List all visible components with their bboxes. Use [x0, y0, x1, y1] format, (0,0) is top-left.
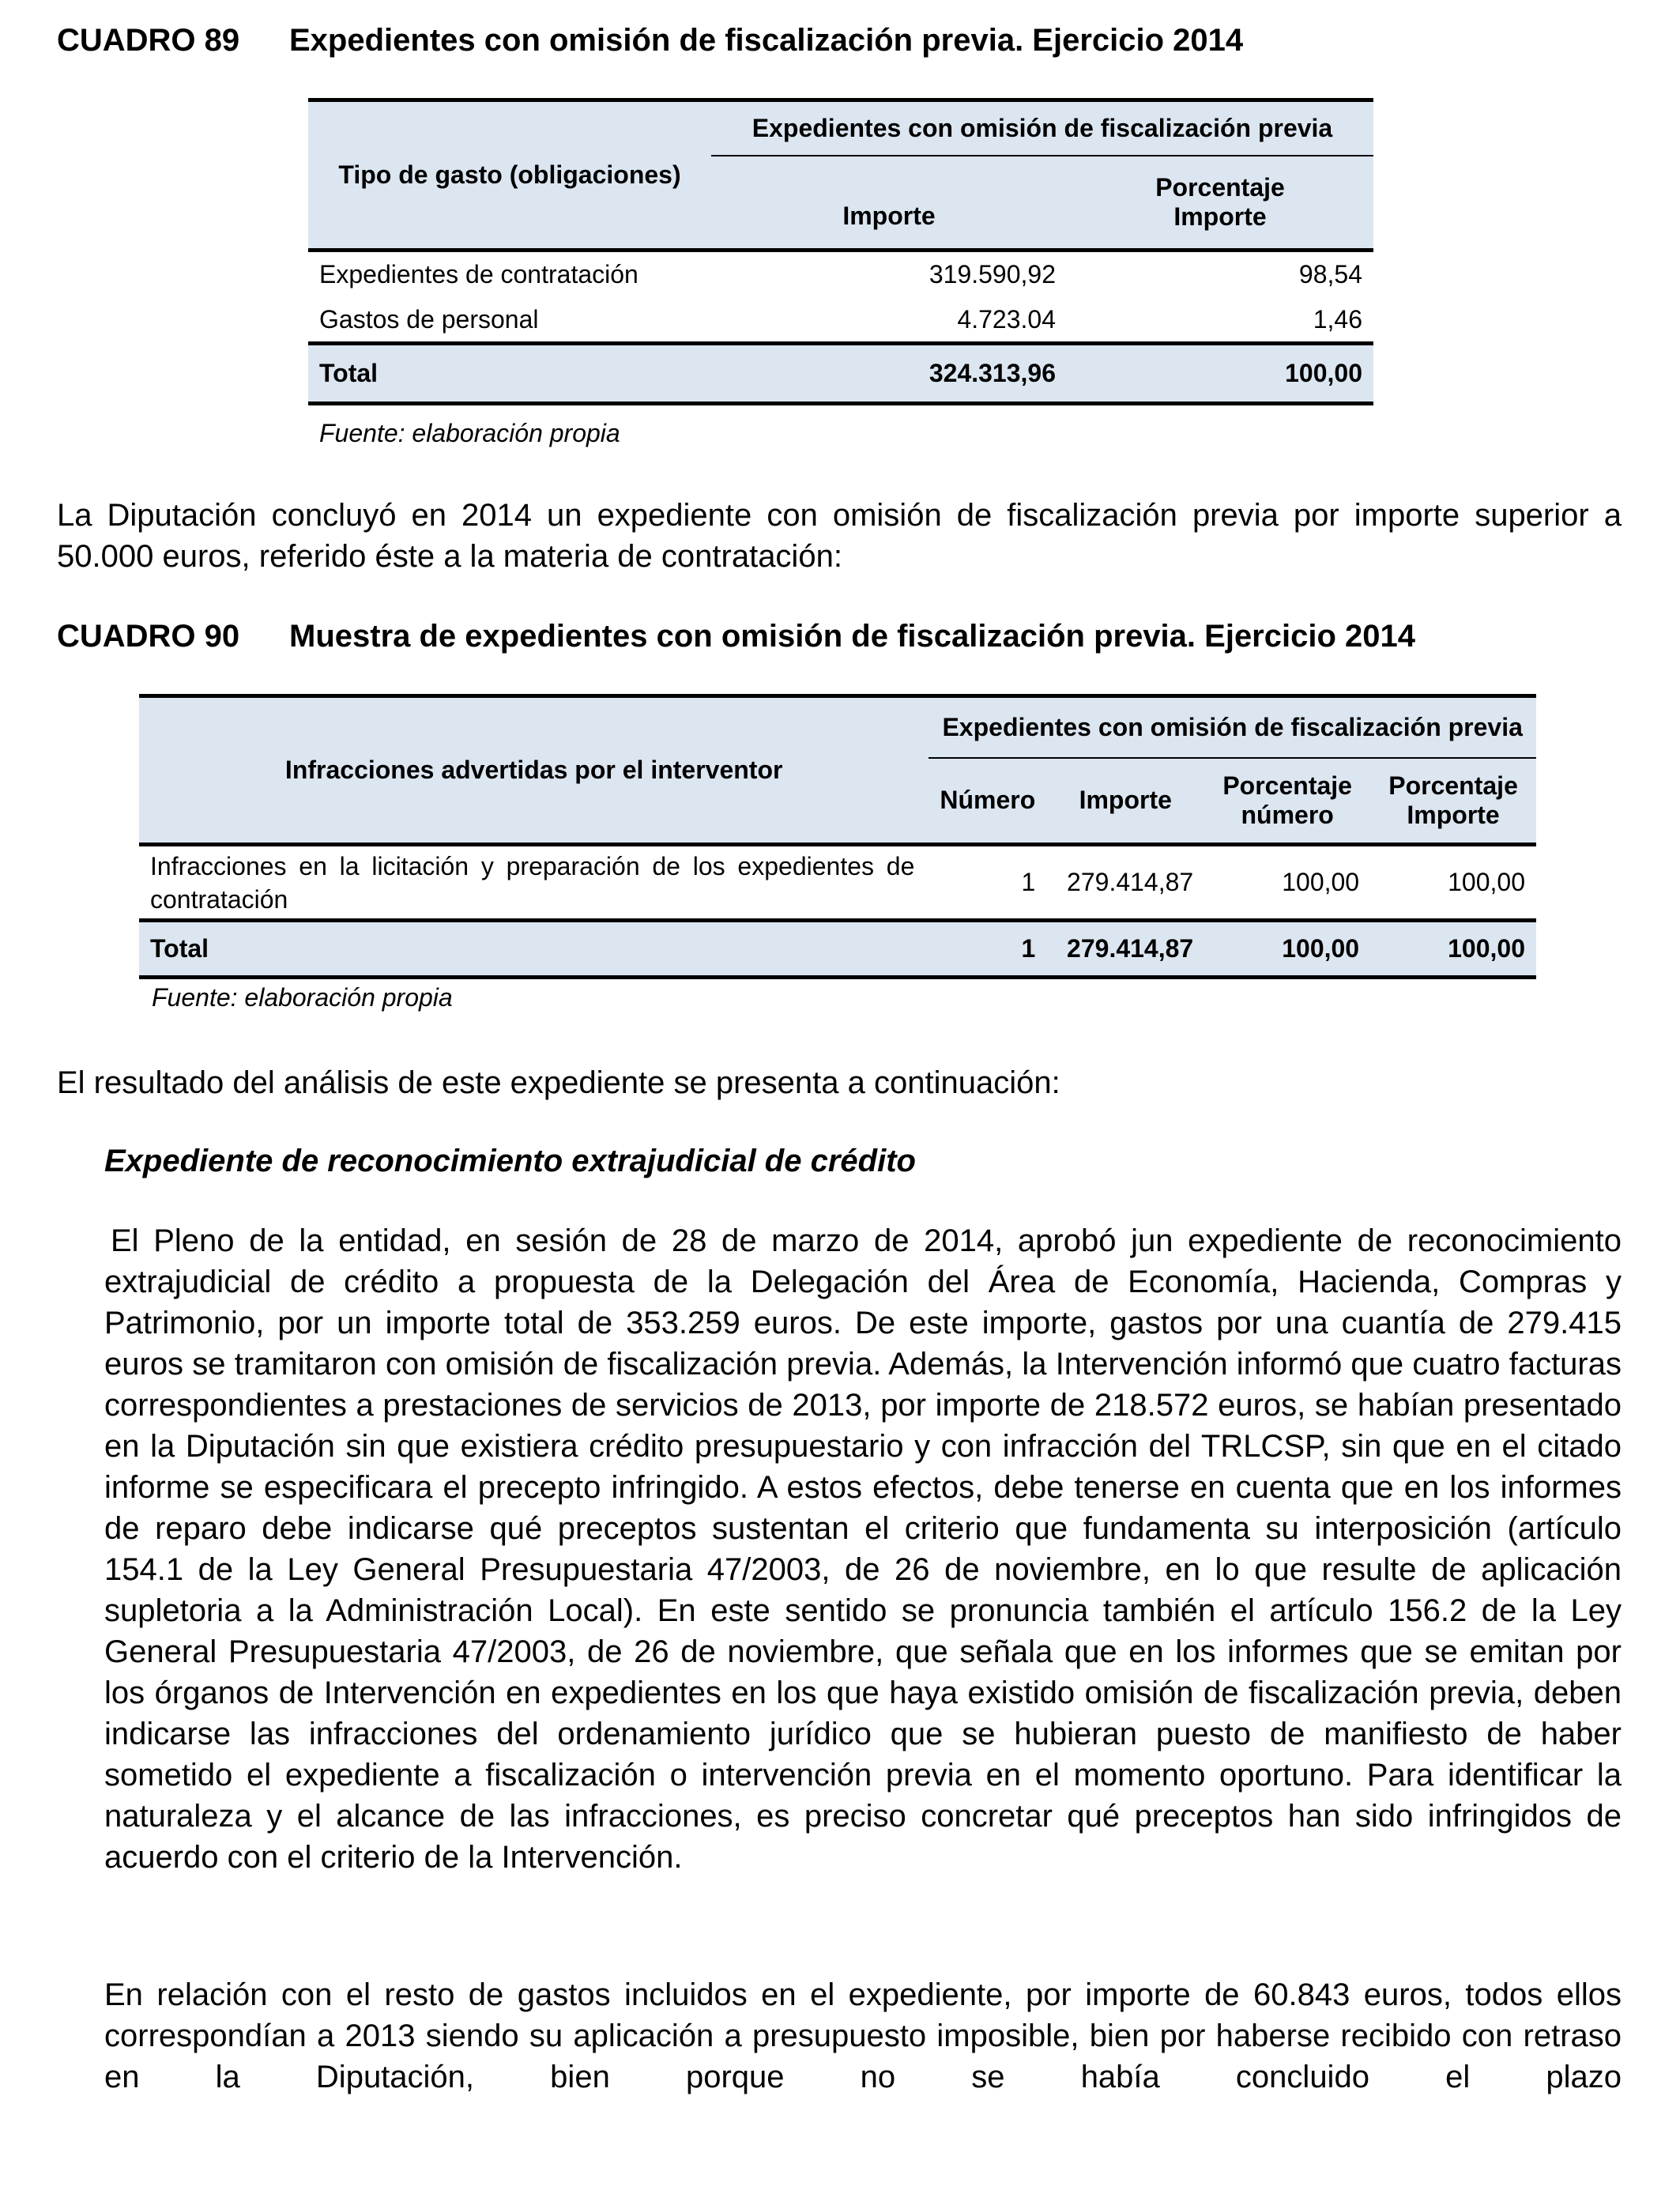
cuadro89-number: CUADRO 89 — [57, 23, 240, 58]
cuadro90-number: CUADRO 90 — [57, 619, 240, 654]
cuadro89-col-porcentaje — [1067, 156, 1373, 251]
cuadro89-row1-porcentaje: 98,54 — [1298, 260, 1362, 289]
cuadro89-col-porcentaje-line2: Importe — [1173, 202, 1267, 231]
cuadro89-table — [308, 98, 1373, 405]
cuadro89-group-header: Expedientes con omisión de fiscalización previa — [711, 100, 1373, 156]
cuadro90-title-text: Muestra de expedientes con omisión de fiscalización previa. Ejercicio 2014 — [289, 619, 1415, 654]
table-row — [139, 845, 1536, 921]
cuadro89-title-text: Expedientes con omisión de fiscalización previa. Ejercicio 2014 — [289, 23, 1244, 58]
body-paragraph-2: En relación con el resto de gastos incluidos en el expediente, por importe de 60.843 euros, todos ellos correspondían a 2013 siendo su aplicación a presupuesto imposible, bien por haberse recibido con retraso en la Diputación, bien porque no se había concluido el plazo — [104, 1977, 1622, 2094]
intro-paragraph: La Diputación concluyó en 2014 un expediente con omisión de fiscalización previa por importe superior a 50.000 euros, referido éste a la materia de contratación: — [57, 498, 1622, 574]
cuadro90-col-pct-importe-line1: Porcentaje — [1388, 771, 1518, 800]
cuadro90-col-pct-numero — [1204, 758, 1370, 845]
cuadro90-group-header: Expedientes con omisión de fiscalización previa — [929, 696, 1536, 758]
cuadro89-row2-importe: 4.723.04 — [957, 304, 1056, 334]
cuadro90-row-pct-numero: 100,00 — [1282, 868, 1360, 896]
section-title: Expediente de reconocimiento extrajudicial de crédito — [104, 1144, 916, 1178]
cuadro89-col-importe: Importe — [711, 156, 1067, 251]
table-row — [308, 251, 1373, 298]
cuadro90-col-infracciones: Infracciones advertidas por el interventor — [139, 696, 929, 845]
cuadro90-col-numero: Número — [929, 758, 1046, 845]
cuadro90-row-infraccion: Infracciones en la licitación y preparación de los expedientes de contratación — [150, 851, 915, 914]
cuadro89-fuente: Fuente: elaboración propia — [319, 419, 620, 447]
cuadro90-total-importe: 279.414,87 — [1046, 921, 1204, 978]
cuadro89-col-tipo: Tipo de gasto (obligaciones) — [308, 100, 711, 251]
table-row — [308, 298, 1373, 344]
cuadro89-total-label: Total — [308, 344, 711, 404]
cuadro90-row-numero: 1 — [1021, 868, 1036, 896]
cuadro89-row1-tipo: Expedientes de contratación — [319, 260, 638, 289]
cuadro90-total-pct-numero: 100,00 — [1204, 921, 1370, 978]
table-total-row — [308, 344, 1373, 404]
cuadro89-row2-tipo: Gastos de personal — [319, 304, 539, 334]
resultado-paragraph: El resultado del análisis de este expediente se presenta a continuación: — [57, 1065, 1060, 1100]
cuadro89-total-importe: 324.313,96 — [711, 344, 1067, 404]
cuadro90-title — [57, 616, 1415, 656]
body-paragraph-1: El Pleno de la entidad, en sesión de 28 de marzo de 2014, aprobó jun expediente de reconocimiento extrajudicial de crédito a propuesta de la Delegación del Área de Economía, Hacienda, Compras y Patrimonio, por un importe total de 353.259 euros. De este importe, gastos por una cuantía de 279.415 euros se tramitaron con omisión de fiscalización previa. Además, la Intervención informó que cuatro facturas correspondientes a prestaciones de servicios de 2013, por importe de 218.572 euros, se habían presentado en la Diputación sin que existiera crédito presupuestario y con infracción del TRLCSP, sin que en el citado informe se especificara el precepto infringido. A estos efectos, debe tenerse en cuenta que en los informes de reparo debe indicarse qué preceptos sustentan el criterio que fundamenta su interposición (artículo 154.1 de la Ley General Presupuestaria 47/2003, de 26 de noviembre, en lo que resulte de aplicación supletoria a la Administración Local). En este sentido se pronuncia también el artículo 156.2 de la Ley General Presupuestaria 47/2003, de 26 de noviembre, que señala que en los informes que se emitan por los órganos de Intervención en expedientes en los que haya existido omisión de fiscalización previa, deben indicarse las infracciones del ordenamiento jurídico que se hubieran puesto de manifiesto de haber sometido el expediente a fiscalización o intervención previa en el momento oportuno. Para identificar la naturaleza y el alcance de las infracciones, es preciso concretar qué preceptos han sido infringidos de acuerdo con el criterio de la Intervención. — [104, 1223, 1622, 1875]
cuadro89-total-porcentaje: 100,00 — [1067, 344, 1373, 404]
cuadro89-col-porcentaje-line1: Porcentaje — [1155, 172, 1285, 202]
table-total-row — [139, 921, 1536, 978]
cuadro90-fuente: Fuente: elaboración propia — [152, 983, 453, 1012]
cuadro90-col-pct-importe-line2: Importe — [1407, 800, 1500, 829]
cuadro90-col-pct-importe — [1370, 758, 1536, 845]
cuadro90-col-importe: Importe — [1046, 758, 1204, 845]
cuadro90-total-label: Total — [139, 921, 929, 978]
cuadro90-col-pct-numero-line2: número — [1241, 800, 1334, 829]
cuadro90-row-pct-importe: 100,00 — [1448, 868, 1525, 896]
cuadro90-col-pct-numero-line1: Porcentaje — [1222, 771, 1352, 800]
cuadro89-row2-porcentaje: 1,46 — [1313, 304, 1362, 334]
cuadro89-title — [57, 21, 1243, 60]
cuadro90-total-pct-importe: 100,00 — [1370, 921, 1536, 978]
cuadro90-row-importe: 279.414,87 — [1067, 868, 1194, 896]
cuadro90-total-numero: 1 — [929, 921, 1046, 978]
cuadro90-table — [139, 694, 1536, 979]
cuadro89-row1-importe: 319.590,92 — [929, 260, 1056, 289]
